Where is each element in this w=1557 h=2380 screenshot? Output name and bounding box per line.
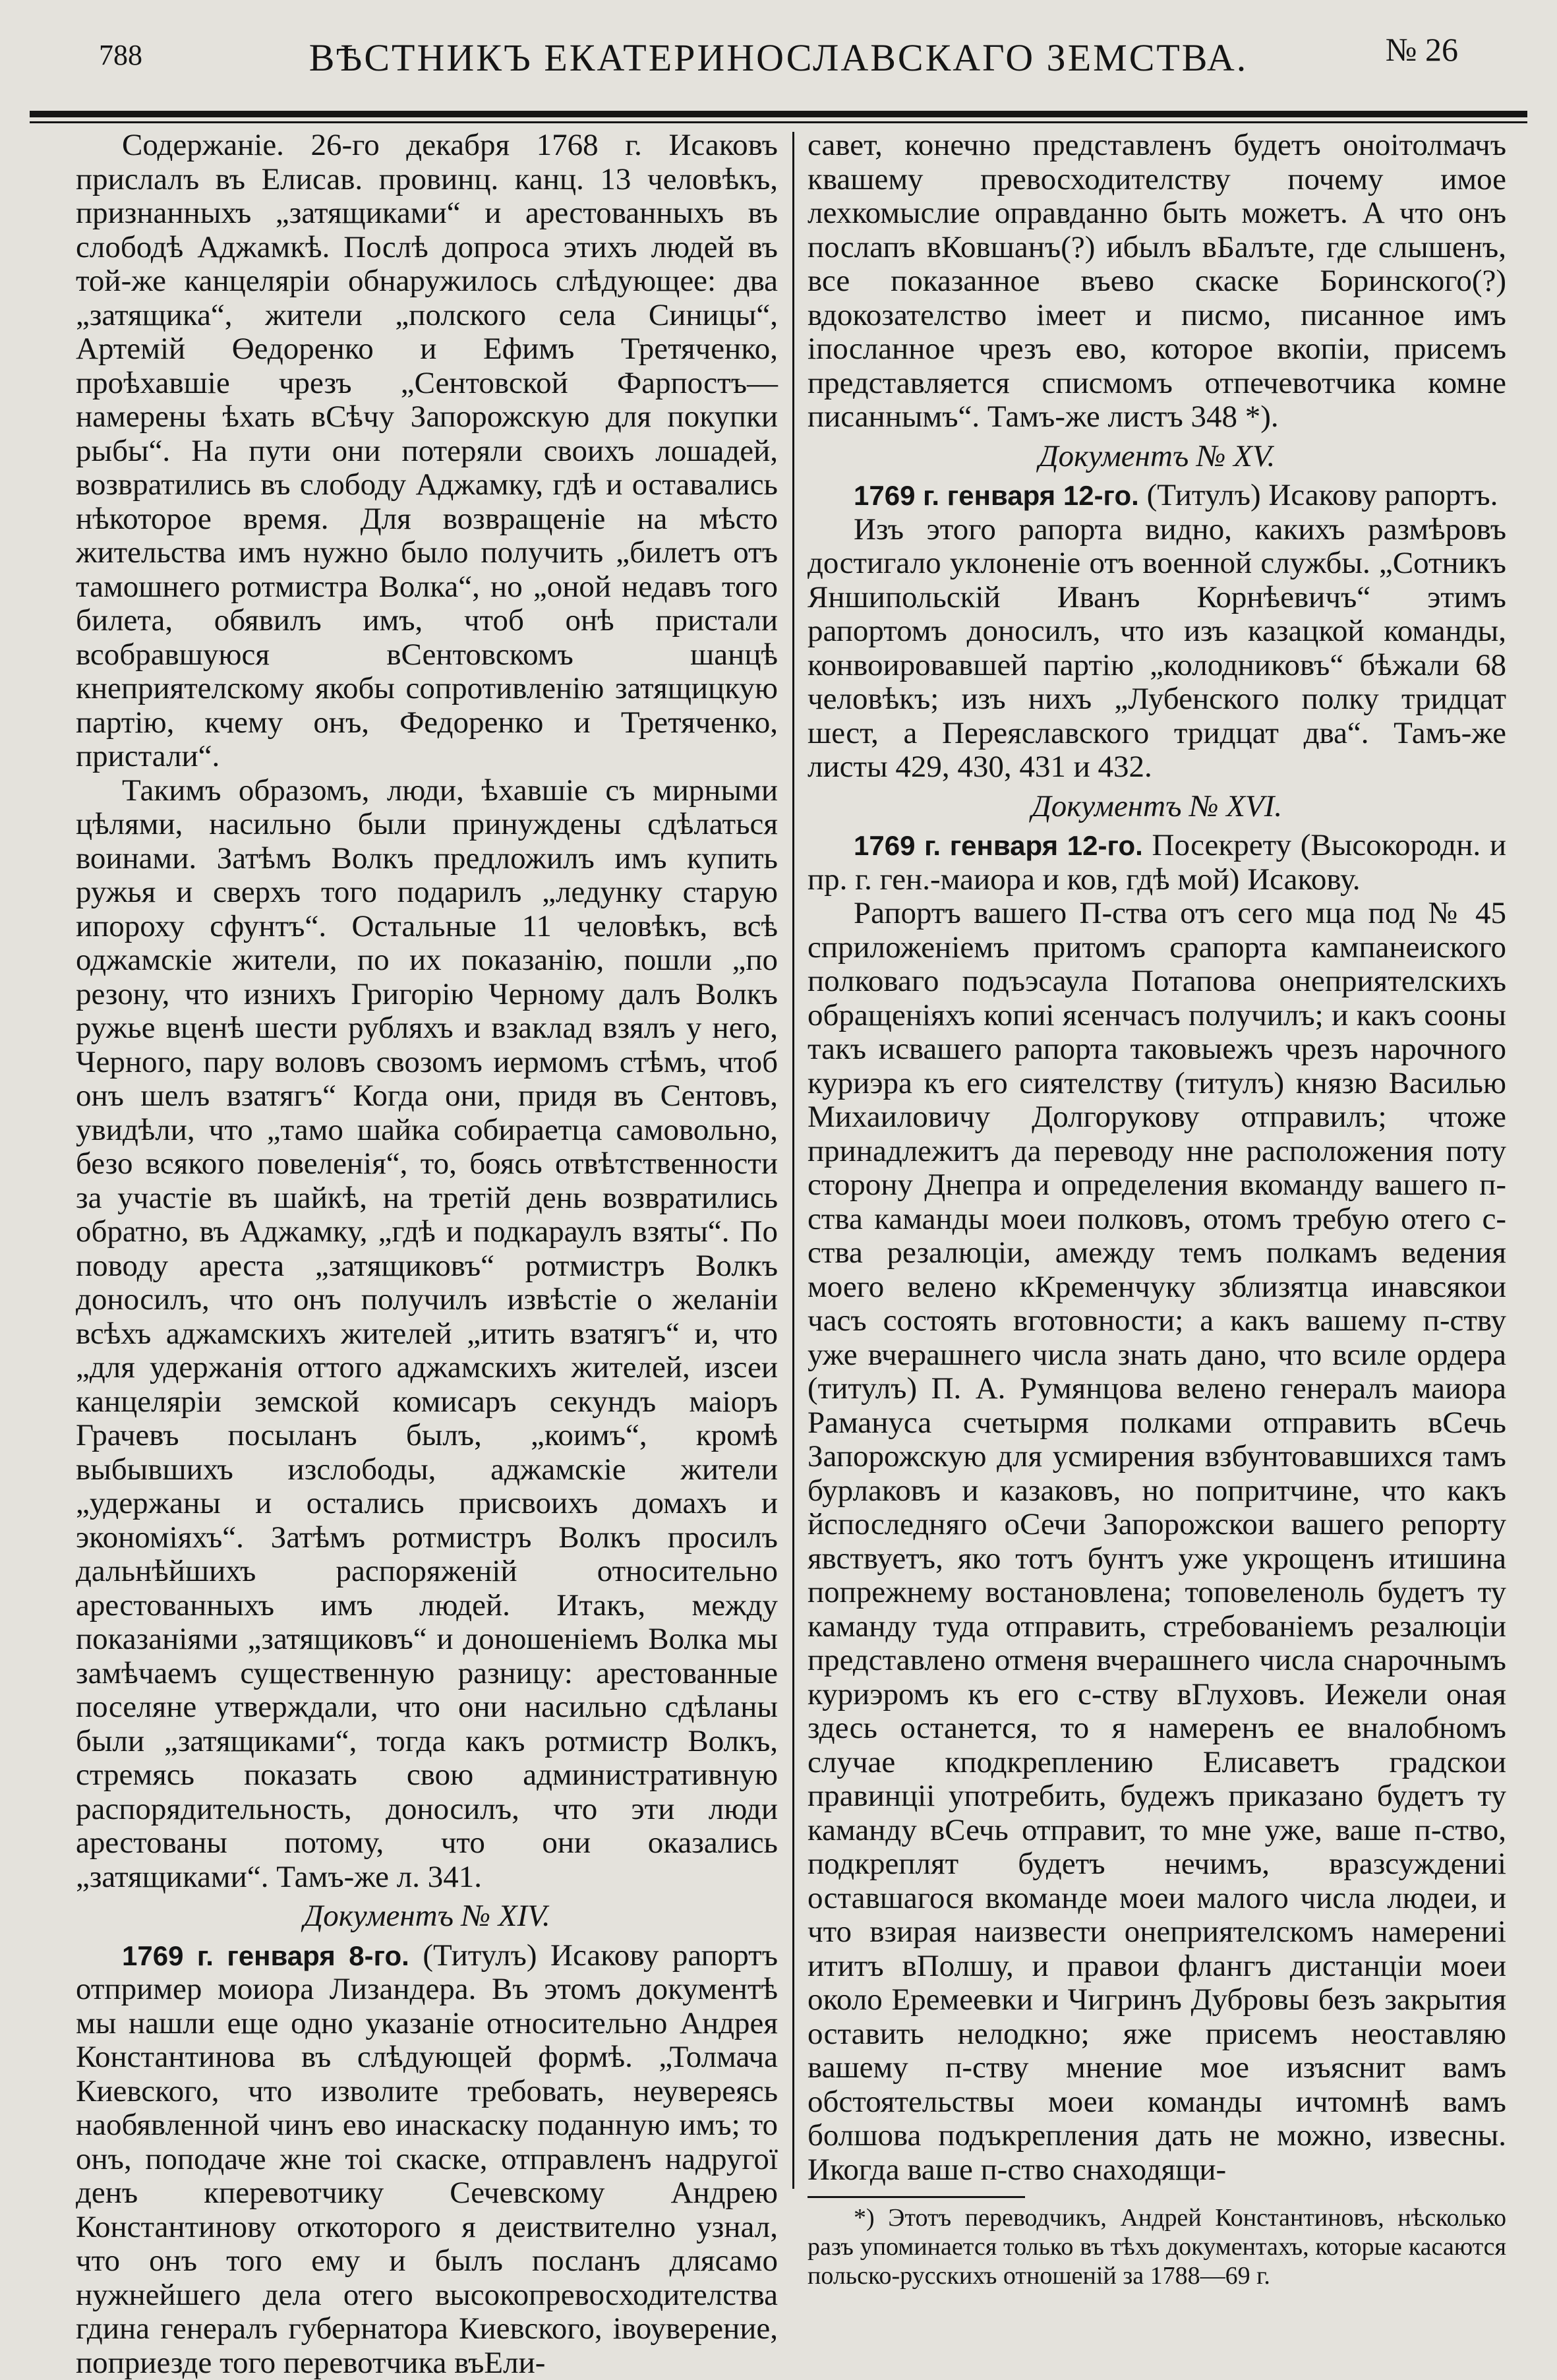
footnote-rule (808, 2196, 1025, 2198)
document-15-text: (Титулъ) Исакову рапортъ. (1147, 478, 1498, 512)
journal-title: ВѢСТНИКЪ ЕКАТЕРИНОСЛАВСКАГО ЗЕМСТВА. (283, 36, 1274, 80)
document-16-text: Посекрету (Высокородн. и пр. г. ген.-маиора и ков, гдѣ мой) Исакову. (808, 828, 1506, 897)
right-column (808, 129, 1506, 2290)
paragraph-content-summary: Содержаніе. 26-го декабря 1768 г. Исаковъ прислалъ въ Елисав. провинц. канц. 13 человѣкъ, признанныхъ „затящиками“ и арестованныхъ въ слободѣ Аджамкѣ. Послѣ допроса этихъ людей въ той-же канцеляріи обнаружилось слѣдующее: два „затящика“, жители „полского села Синицы“, Артемій Өедоренко и Ефимъ Третяченко, проѣхавшіе чрезъ „Сентовской Фарпостъ—намерены ѣхать вСѣчу Запорожскую для покупки рыбы“. На пути они потеряли своихъ лошадей, возвратились въ слободу Аджамку, гдѣ и оставались нѣкоторое время. Для возвращеніе на мѣсто жительства имъ нужно было получить „билетъ отъ тамошнего ротмистра Волка“, но „оной недавъ того билета, обявилъ имъ, чтоб онѣ пристали всобравшуюся вСентовскомъ шанцѣ кнеприятелскому якобы сопротивленію затящицкую партію, кчему онъ, Федоренко и Третяченко, пристали“. (76, 129, 778, 774)
document-15-heading: Документъ № XV. (808, 440, 1506, 474)
continuation-text: савет, конечно представленъ будетъ оноітолмачъ квашему превосходителству почему имое лехкомыслие оправданно быть можетъ. А что онъ послапъ вКовшанъ(?) ибылъ вБалъте, где слышенъ, все показанное въево скаске Боринского(?) вдокозателство імеет и писмо, писанное имъ іпосланное чрезъ ево, которое вкопіи, присемъ представляется списмомъ отпечевотчика комне писаннымъ“. Тамъ-же листъ 348 *). (808, 129, 1506, 434)
left-column (76, 129, 778, 2380)
header-rule-thick (30, 111, 1527, 117)
document-14-heading: Документъ № XIV. (76, 1899, 778, 1934)
document-14-body (76, 1939, 778, 2380)
document-16-date: 1769 г. генваря 12-го. (854, 830, 1143, 861)
header-rule-thin (30, 121, 1527, 123)
document-14-text: (Титулъ) Исакову рапортъ отпример моиора Лизандера. Въ этомъ документѣ мы нашли еще одно указаніе относительно Андрея Константинова въ слѣдующей формѣ. „Толмача Киевского, что изволите требовать, неувереясь наобявленной чинъ ево инаскаску поданную имъ; то онъ, поподаче жне тоі скаске, отправленъ надругої денъ кперевотчику Сечевскому Андрею Константинову откоторого я деиствително узнал, что онъ того ему и былъ посланъ длясамо нужнейшего дела отего высокопревосходителства гдина генералъ губернатора Киевского, івоуверение, поприезде того перевотчика въЕли- (76, 1938, 778, 2380)
document-16-title (808, 829, 1506, 897)
document-15-title (808, 479, 1506, 513)
column-divider (792, 132, 794, 2189)
document-16-paragraph: Рапортъ вашего П-ства отъ сего мца под № 45 сприложеніемъ притомъ срапорта кампанеиского полковаго подъэсаула Потапова онеприятелскихъ обращеніяхъ копиі ясенчасъ получилъ; и какъ сооны такъ исвашего рапорта таковыежъ чрезъ нарочного куриэра къ его сиятелству (титулъ) князю Василью Михаиловичу Долгорукову отправилъ; чтоже принадлежитъ да переводу нне расположения поту сторону Днепра и определения вкоманду вашего п-ства каманды моеи полковъ, отомъ требую отего с-ства резалюціи, амежду темъ полкамъ ведения моего велено кКременчуку зблизятца инавсякои часъ состоять вготовности; а какъ вашему п-ству уже вчерашнего числа знать дано, что всиле ордера (титулъ) П. А. Румянцова велено генералъ маиора Рамануса счетырмя полками отправить вСечь Запорожскую для усмирения взбунтовавшихся тамъ бурлаковъ и казаковъ, но попритчине, что какъ йспоследняго оСечи Запорожскои вашего репорту явствуетъ, яко тотъ бунтъ уже укрощенъ итишина попрежнему востановлена; топовеленоль будетъ ту каманду туда отправить, стребованіемъ резалюціи представлено отменя вчерашнего числа снарочнымъ куриэромъ къ его с-ству вГлуховъ. Иежели оная здесь останется, то я намеренъ ее вналобномъ случае кподкреплению Елисаветъ градскои правинціі употребить, будежъ приказано будетъ ту каманду вСечь отправит, то мне уже, ваше п-ство, подкреплят будетъ нечимъ, вразсуждениі оставшагося вкоманде моеи малого числа людеи, и что взирая наизвести онеприятелскомъ намерениі ититъ вПолшу, и правои флангъ дистанціи моеи около Еремеевки и Чигринъ Дубровы безъ закрытия оставить нелодкно; яже присемъ неоставляю вашему п-ству мнение мое изъяснит вамъ обстоятельствы моеи команды ичтомнѣ вамъ болшова подъкрепления дать не можно, извесны. Икогда ваше п-ство снаходящи- (808, 897, 1506, 2187)
page-header (99, 18, 1458, 98)
document-14-date: 1769 г. генваря 8-го. (122, 1940, 409, 1971)
document-15-date: 1769 г. генваря 12-го. (854, 480, 1139, 511)
issue-number: № 26 (1386, 30, 1458, 69)
document-16-heading: Документъ № XVI. (808, 790, 1506, 824)
footnote: *) Этотъ переводчикъ, Андрей Константиновъ, нѣсколько разъ упоминается только въ тѣхъ документахъ, которые касаются польско-русскихъ отношеній за 1788—69 г. (808, 2203, 1506, 2290)
page-number: 788 (99, 38, 142, 72)
document-15-paragraph: Изъ этого рапорта видно, какихъ размѣровъ достигало уклоненіе отъ военной службы. „Сотникъ Яншипольскій Иванъ Корнѣевичъ“ этимъ рапортомъ доносилъ, что изъ казацкой команды, конвоировавшей партію „колодниковъ“ бѣжали 68 человѣкъ; изъ нихъ „Лубенского полку тридцат шест, а Переяславского тридцат два“. Тамъ-же листы 429, 430, 431 и 432. (808, 513, 1506, 785)
paragraph-analysis: Такимъ образомъ, люди, ѣхавшіе съ мирными цѣлями, насильно были принуждены сдѣлаться воинами. Затѣмъ Волкъ предложилъ имъ купить ружья и сверхъ того подарилъ „ледунку старую ипороху сфунтъ“. Остальные 11 человѣкъ, всѣ оджамскіе жители, по их показанію, пошли „по резону, что изнихъ Григорію Черному далъ Волкъ ружье вценѣ шести рубляхъ и взаклад взялъ у него, Черного, пару воловъ свозомъ иермомъ стѣмъ, чтоб онъ шелъ взатягъ“ Когда они, придя въ Сентовъ, увидѣли, что „тамо шайка собираетца самовольно, безо всякого повеленія“, то, боясь отвѣтственности за участіе въ шайкѣ, на третій день возвратились обратно, въ Аджамку, „гдѣ и подкараулъ взяты“. По поводу ареста „затящиковъ“ ротмистръ Волкъ доносилъ, что онъ получилъ извѣстіе о желаніи всѣхъ аджамскихъ жителей „итить взатягъ“ и, что „для удержанія оттого аджамскихъ жителей, изсеи канцеляріи земской комисаръ секундъ маіоръ Грачевъ посыланъ былъ, „коимъ“, кромѣ выбывшихъ изслободы, аджамскіе жители „удержаны и остались присвоихъ домахъ и экономіяхъ“. Затѣмъ ротмистръ Волкъ просилъ дальнѣйшихъ распоряженій относительно арестованныхъ имъ людей. Итакъ, между показаніями „затящиковъ“ и доношеніемъ Волка мы замѣчаемъ существенную разницу: арестованные поселяне утверждали, что они насильно сдѣланы были „затящиками“, тогда какъ ротмистр Волкъ, стремясь показать свою административную распорядительность, доносилъ, что эти люди арестованы потому, что они оказались „затящиками“. Тамъ-же л. 341. (76, 774, 778, 1895)
